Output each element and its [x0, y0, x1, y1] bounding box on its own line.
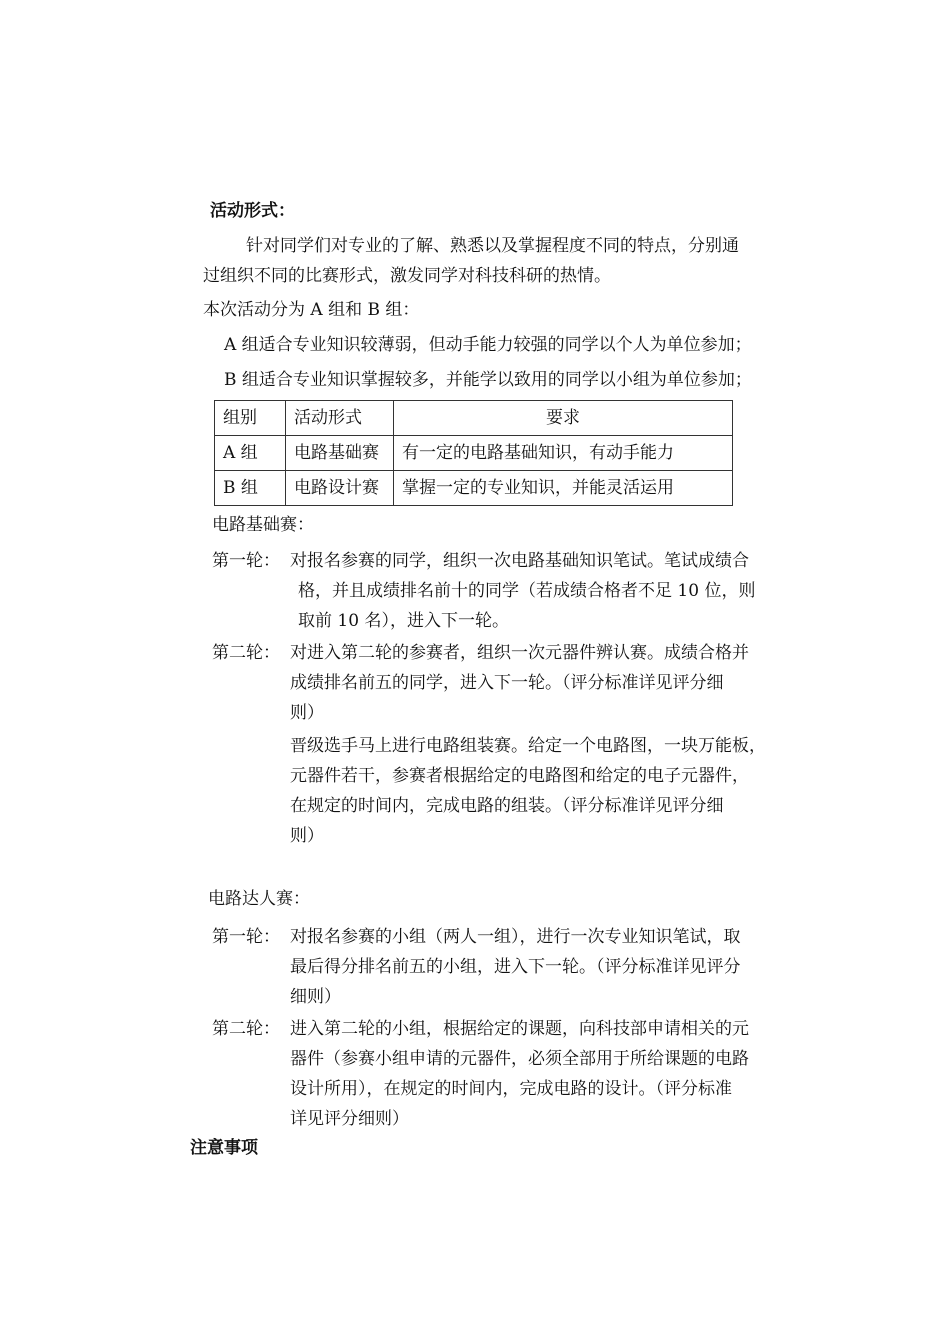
text-line: 进入第二轮的小组，根据给定的课题，向科技部申请相关的元	[290, 1019, 749, 1039]
notes-title: 注意事项	[190, 1138, 258, 1158]
intro-line-1: 针对同学们对专业的了解、熟悉以及掌握程度不同的特点，分别通	[246, 236, 739, 256]
table-header-cell: 活动形式	[286, 401, 394, 436]
text-line: 细则）	[290, 987, 341, 1007]
basic-round2-label: 第二轮：	[212, 643, 280, 663]
basic-contest-title: 电路基础赛：	[212, 515, 314, 535]
group-a-description: A 组适合专业知识较薄弱，但动手能力较强的同学以个人为单位参加；	[224, 335, 752, 355]
basic-round2-assembly-text	[290, 731, 766, 851]
table-row	[215, 471, 733, 506]
table-cell: A 组	[215, 436, 286, 471]
table-header-row	[215, 401, 733, 436]
text-line: 对进入第二轮的参赛者，组织一次元器件辨认赛。成绩合格并	[290, 643, 749, 663]
expert-round1-text	[290, 922, 741, 1012]
text-line: 则）	[290, 826, 324, 846]
basic-round2-text	[290, 638, 749, 728]
text-line: 元器件若干，参赛者根据给定的电路图和给定的电子元器件，	[290, 766, 749, 786]
text-line: 对报名参赛的小组（两人一组），进行一次专业知识笔试，取	[290, 927, 741, 947]
table-cell: 电路设计赛	[286, 471, 394, 506]
groups-intro: 本次活动分为 A 组和 B 组：	[203, 300, 420, 320]
basic-round1-label: 第一轮：	[212, 551, 280, 571]
expert-round1-label: 第一轮：	[212, 927, 280, 947]
group-b-description: B 组适合专业知识掌握较多，并能学以致用的同学以小组为单位参加；	[224, 370, 752, 390]
expert-contest-title: 电路达人赛：	[208, 889, 310, 909]
text-line: 最后得分排名前五的小组，进入下一轮。（评分标准详见评分	[290, 957, 741, 977]
basic-round1-text	[290, 546, 755, 636]
text-line: 取前 10 名），进入下一轮。	[298, 611, 509, 631]
text-line: 对报名参赛的同学，组织一次电路基础知识笔试。笔试成绩合	[290, 551, 749, 571]
text-line: 器件（参赛小组申请的元器件，必须全部用于所给课题的电路	[290, 1049, 749, 1069]
text-line: 晋级选手马上进行电路组装赛。给定一个电路图，一块万能板，	[290, 736, 766, 756]
table-cell: 有一定的电路基础知识，有动手能力	[394, 436, 733, 471]
table-row	[215, 436, 733, 471]
table-header-cell: 要求	[394, 401, 733, 436]
text-line: 设计所用），在规定的时间内，完成电路的设计。（评分标准	[290, 1079, 732, 1099]
table-cell: B 组	[215, 471, 286, 506]
intro-line-2: 过组织不同的比赛形式，激发同学对科技科研的热情。	[203, 266, 611, 286]
text-line: 在规定的时间内，完成电路的组装。（评分标准详见评分细	[290, 796, 724, 816]
table-header-cell: 组别	[215, 401, 286, 436]
text-line: 格，并且成绩排名前十的同学（若成绩合格者不足 10 位，则	[298, 581, 756, 601]
section-title: 活动形式：	[210, 201, 295, 221]
text-line: 则）	[290, 703, 324, 723]
text-line: 详见评分细则）	[290, 1109, 409, 1129]
text-line: 成绩排名前五的同学，进入下一轮。（评分标准详见评分细	[290, 673, 724, 693]
expert-round2-label: 第二轮：	[212, 1019, 280, 1039]
expert-round2-text	[290, 1014, 749, 1134]
groups-table	[214, 400, 733, 506]
table-cell: 掌握一定的专业知识，并能灵活运用	[394, 471, 733, 506]
table-cell: 电路基础赛	[286, 436, 394, 471]
